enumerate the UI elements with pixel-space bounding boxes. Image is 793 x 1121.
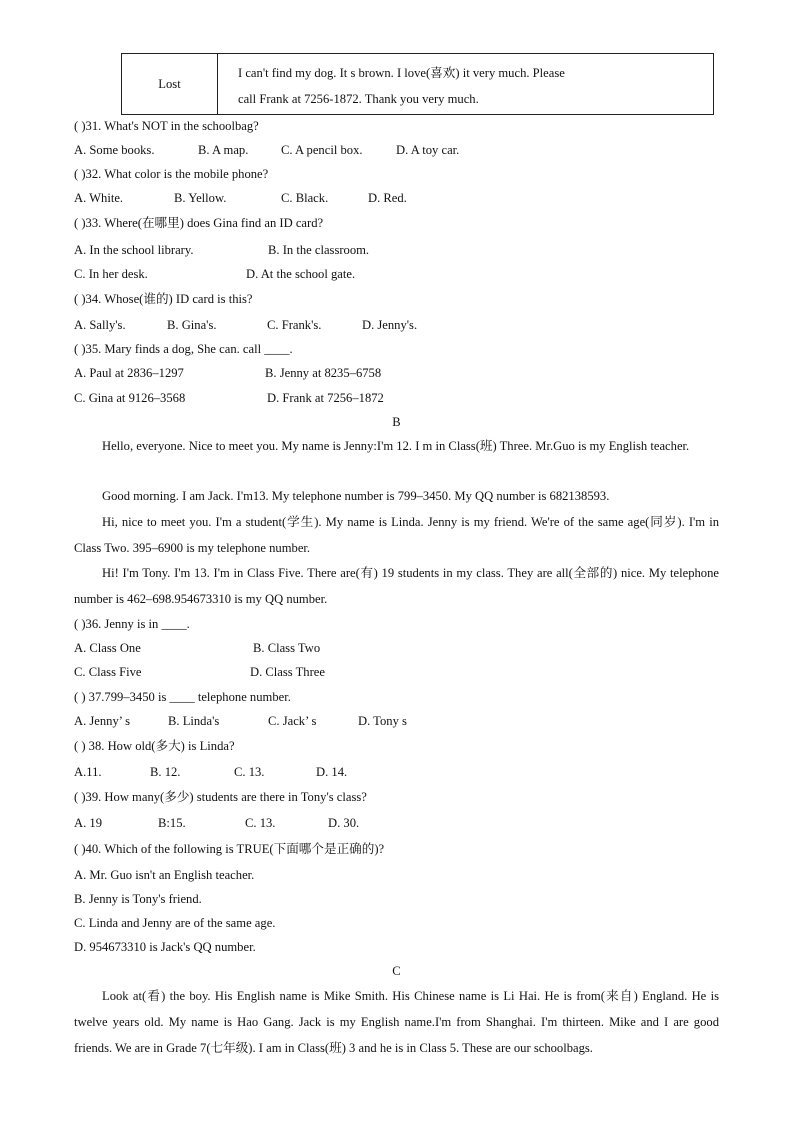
question-33-option-c: C. In her desk. (74, 267, 148, 281)
question-32-stem: ( )32. What color is the mobile phone? (74, 167, 269, 181)
question-36-option-c: C. Class Five (74, 665, 142, 679)
question-31-stem: ( )31. What's NOT in the schoolbag? (74, 119, 259, 133)
question-39-option-a: A. 19 (74, 816, 102, 830)
question-39-stem: ( )39. How many(多少) students are there in Tony's class? (74, 790, 367, 804)
lost-notice-heading: Lost (122, 54, 218, 114)
question-34-option-d: D. Jenny's. (362, 318, 418, 332)
question-39-option-d: D. 30. (328, 816, 360, 830)
section-b-paragraph-3: Hi, nice to meet you. I'm a student(学生). My name is Linda. Jenny is my friend. We're of the same age(同岁). I'm in Class Two. 395–6900 is my telephone number. (74, 515, 719, 555)
question-38-option-a: A.11. (74, 765, 102, 779)
question-37-option-a: A. Jenny’ s (74, 714, 131, 728)
question-40-option-c: C. Linda and Jenny are of the same age. (74, 916, 276, 930)
question-40-option-d: D. 954673310 is Jack's QQ number. (74, 940, 256, 954)
question-35-option-c: C. Gina at 9126–3568 (74, 391, 186, 405)
question-40-stem: ( )40. Which of the following is TRUE(下面哪个是正确的)? (74, 842, 385, 856)
question-40-option-b: B. Jenny is Tony's friend. (74, 892, 202, 906)
lost-notice-table (121, 53, 714, 115)
question-32-option-c: C. Black. (281, 191, 329, 205)
question-38-option-b: B. 12. (150, 765, 181, 779)
lost-notice-line-2: call Frank at 7256-1872. Thank you very much. (238, 92, 479, 106)
question-37-stem: ( ) 37.799–3450 is ____ telephone number. (74, 690, 291, 704)
question-31-option-a: A. Some books. (74, 143, 155, 157)
question-31-option-b: B. A map. (198, 143, 249, 157)
question-40-option-a: A. Mr. Guo isn't an English teacher. (74, 868, 255, 882)
question-32-option-d: D. Red. (368, 191, 407, 205)
question-38-stem: ( ) 38. How old(多大) is Linda? (74, 739, 235, 753)
section-b-paragraph-2: Good morning. I am Jack. I'm13. My telephone number is 799–3450. My QQ number is 682138593. (102, 489, 610, 503)
question-33-option-a: A. In the school library. (74, 243, 194, 257)
question-31-option-c: C. A pencil box. (281, 143, 363, 157)
section-c-heading: C (392, 964, 401, 978)
section-b-paragraph-4: Hi! I'm Tony. I'm 13. I'm in Class Five. There are(有) 19 students in my class. They are all(全部的) nice. My telephone number is 462–698.954673310 is my QQ number. (74, 566, 719, 606)
section-b-paragraph-1: Hello, everyone. Nice to meet you. My name is Jenny:I'm 12. I m in Class(班) Three. Mr.Guo is my English teacher. (102, 439, 690, 453)
question-36-option-d: D. Class Three (250, 665, 325, 679)
question-38-option-c: C. 13. (234, 765, 265, 779)
question-37-option-c: C. Jack’ s (268, 714, 317, 728)
question-33-option-d: D. At the school gate. (246, 267, 356, 281)
question-38-option-d: D. 14. (316, 765, 348, 779)
question-34-stem: ( )34. Whose(谁的) ID card is this? (74, 292, 253, 306)
question-32-option-b: B. Yellow. (174, 191, 227, 205)
question-35-option-b: B. Jenny at 8235–6758 (265, 366, 382, 380)
question-34-option-b: B. Gina's. (167, 318, 217, 332)
lost-notice-line-1: I can't find my dog. It s brown. I love(喜欢) it very much. Please (238, 66, 565, 80)
question-33-option-b: B. In the classroom. (268, 243, 370, 257)
question-36-option-b: B. Class Two (253, 641, 321, 655)
question-32-option-a: A. White. (74, 191, 124, 205)
question-34-option-a: A. Sally's. (74, 318, 126, 332)
question-31-option-d: D. A toy car. (396, 143, 460, 157)
lost-notice-text (218, 54, 713, 114)
question-39-option-c: C. 13. (245, 816, 276, 830)
question-37-option-d: D. Tony s (358, 714, 407, 728)
question-35-stem: ( )35. Mary finds a dog, She can. call ____. (74, 342, 293, 356)
question-39-option-b: B:15. (158, 816, 186, 830)
section-b-heading: B (392, 415, 401, 429)
question-36-option-a: A. Class One (74, 641, 141, 655)
question-37-option-b: B. Linda's (168, 714, 220, 728)
section-c-paragraph-1: Look at(看) the boy. His English name is Mike Smith. His Chinese name is Li Hai. He is from(来自) England. He is twelve years old. My name is Hao Gang. Jack is my English name.I'm from Shanghai. I'm thirteen. Mike and I are good friends. We are in Grade 7(七年级). I am in Class(班) 3 and he is in Class 5. These are our schoolbags. (74, 989, 719, 1055)
question-36-stem: ( )36. Jenny is in ____. (74, 617, 190, 631)
question-35-option-d: D. Frank at 7256–1872 (267, 391, 384, 405)
question-34-option-c: C. Frank's. (267, 318, 322, 332)
question-35-option-a: A. Paul at 2836–1297 (74, 366, 184, 380)
question-33-stem: ( )33. Where(在哪里) does Gina find an ID card? (74, 216, 324, 230)
